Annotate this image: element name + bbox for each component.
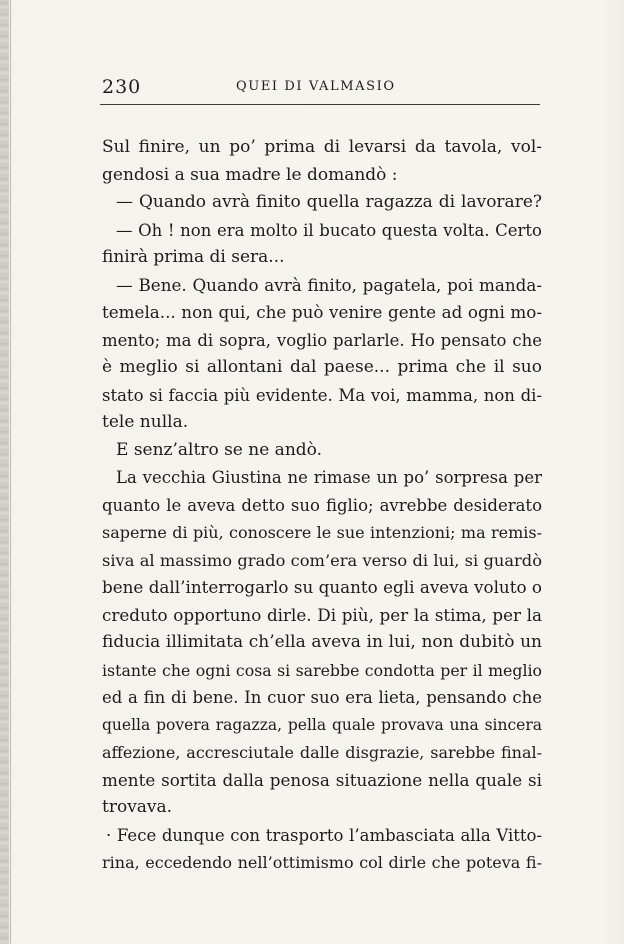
text-line: stato si faccia più evidente. Ma voi, mamma, non di-	[102, 385, 542, 405]
text-line: bene dall’interrogarlo su quanto egli aveva voluto o	[102, 577, 542, 597]
running-header	[102, 76, 540, 102]
text-line: Sul finire, un po’ prima di levarsi da tavola, vol-	[102, 137, 542, 157]
text-line: rina, eccedendo nell’ottimismo col dirle che poteva fi-	[102, 853, 542, 872]
page-edge-line	[10, 0, 11, 944]
text-line: ed a fin di bene. In cuor suo era lieta, pensando che	[102, 688, 542, 707]
text-line: creduto opportuno dirle. Di più, per la stima, per la	[102, 604, 542, 625]
text-line: quanto le aveva detto suo figlio; avrebbe desiderato	[102, 495, 542, 515]
text-line: temela... non qui, che può venire gente ad ogni mo-	[102, 302, 542, 322]
text-line: fiducia illimitata ch’ella aveva in lui, non dubitò un	[102, 632, 542, 652]
text-line: saperne di più, conoscere le sue intenzioni; ma remis-	[102, 523, 542, 542]
running-title: QUEI DI VALMASIO	[236, 79, 396, 94]
text-line: istante che ogni cosa si sarebbe condotta per il meglio	[102, 660, 542, 680]
text-line: trovava.	[102, 797, 173, 817]
text-line: — Quando avrà finito quella ragazza di lavorare?	[116, 192, 542, 212]
header-rule	[100, 104, 540, 105]
text-line: · Fece dunque con trasporto l’ambasciata alla Vitto-	[106, 825, 542, 845]
page-number: 230	[102, 76, 142, 98]
text-line: quella povera ragazza, pella quale provava una sincera	[102, 715, 542, 734]
text-line: siva al massimo grado com’era verso di lui, si guardò	[102, 550, 542, 570]
body-text	[102, 134, 542, 877]
text-line: E senz’altro se ne andò.	[116, 439, 322, 460]
text-line: è meglio si allontani dal paese... prima che il suo	[102, 357, 542, 377]
text-line: — Bene. Quando avrà finito, pagatela, poi manda-	[116, 274, 542, 295]
text-line: mente sortita dalla penosa situazione nella quale si	[102, 769, 542, 790]
text-line: gendosi a sua madre le domandò :	[102, 164, 398, 185]
text-line: affezione, accresciutale dalle disgrazie, sarebbe final-	[102, 743, 542, 762]
text-line: mento; ma di sopra, voglio parlarle. Ho pensato che	[102, 330, 542, 350]
text-line: — Oh ! non era molto il bucato questa volta. Certo	[116, 220, 542, 240]
text-line: tele nulla.	[102, 412, 189, 432]
text-line: finirà prima di sera...	[102, 247, 285, 267]
text-line: La vecchia Giustina ne rimase un po’ sorpresa per	[116, 468, 542, 487]
page-binding-edge	[0, 0, 9, 944]
